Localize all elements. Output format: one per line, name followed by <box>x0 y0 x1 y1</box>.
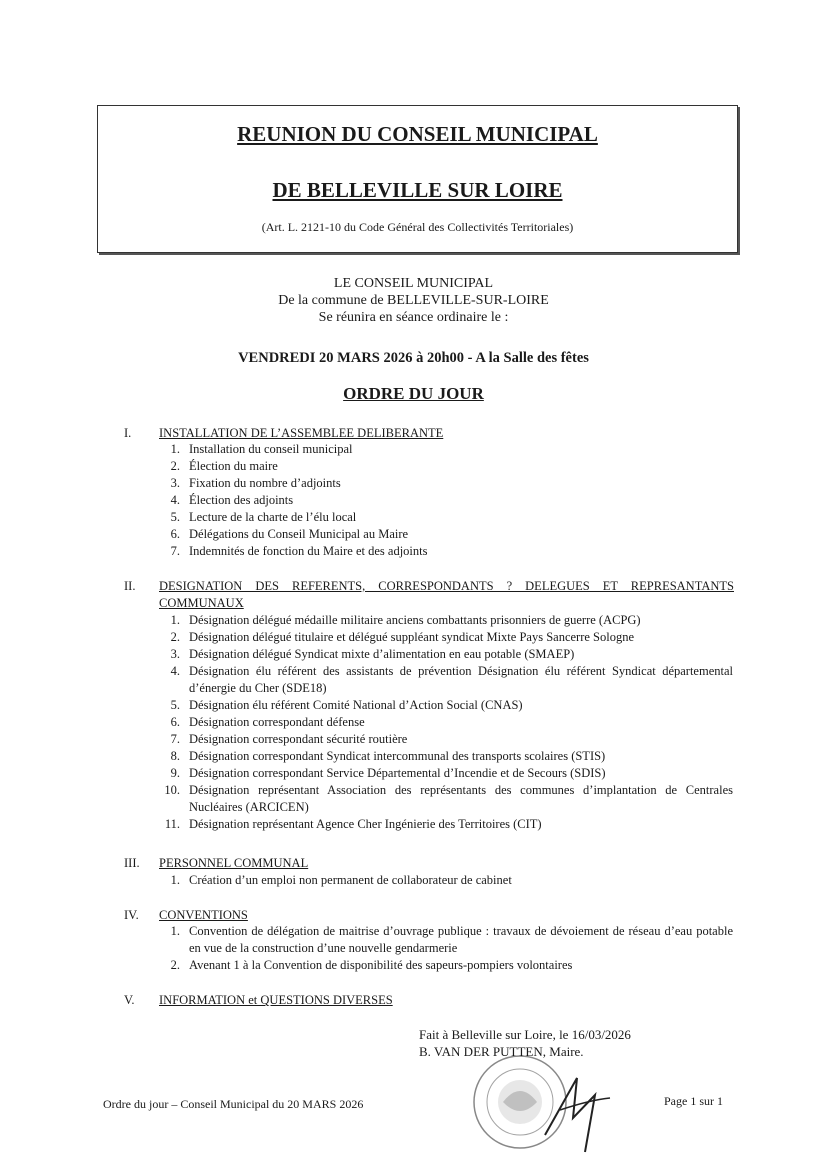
list-item <box>0 816 827 833</box>
list-item <box>0 646 827 663</box>
list-item <box>0 957 827 974</box>
intro-block <box>0 275 827 326</box>
item-text: Création d’un emploi non permanent de collaborateur de cabinet <box>189 873 512 887</box>
list-item <box>0 509 827 526</box>
item-text: Avenant 1 à la Convention de disponibilité des sapeurs-pompiers volontaires <box>189 958 573 972</box>
item-number: 2. <box>170 958 180 972</box>
item-text: Désignation délégué titulaire et délégué suppléant syndicat Mixte Pays Sancerre Sologne <box>189 630 635 644</box>
item-number: 6. <box>170 527 180 541</box>
list-item <box>0 629 827 646</box>
list-item <box>0 458 827 475</box>
item-text: Convention de délégation de maitrise d’ouvrage publique : travaux de dévoiement de réseau d’eau potable en vue de la construction d’une nouvelle gendarmerie <box>189 924 733 955</box>
item-number: 7. <box>170 732 180 746</box>
intro-line3: Se réunira en séance ordinaire le : <box>318 310 509 325</box>
section-item-list <box>0 441 827 560</box>
item-text: Désignation représentant Association des représentants des communes d’implantation de Centrales Nucléaires (ARCICEN) <box>189 783 733 814</box>
list-item <box>0 748 827 765</box>
section-number: IV. <box>124 908 139 922</box>
item-number: 5. <box>170 510 180 524</box>
section-number: II. <box>124 579 136 593</box>
list-item <box>0 612 827 629</box>
section-item-list <box>0 923 827 974</box>
item-text: Désignation correspondant Service Départemental d’Incendie et de Secours (SDIS) <box>189 766 606 780</box>
item-number: 9. <box>170 766 180 780</box>
section-item-list <box>0 612 827 833</box>
legal-reference: (Art. L. 2121-10 du Code Général des Collectivités Territoriales) <box>261 220 574 234</box>
section-item-list <box>0 872 827 889</box>
item-number: 1. <box>170 873 180 887</box>
intro-line2: De la commune de BELLEVILLE-SUR-LOIRE <box>278 293 549 308</box>
section-title: DESIGNATION DES REFERENTS, CORRESPONDANTS ? DELEGUES ET REPRESANTANTS COMMUNAUX <box>159 579 734 610</box>
list-item <box>0 492 827 509</box>
section-number: III. <box>124 856 140 870</box>
list-item <box>0 765 827 782</box>
signatory-name: B. VAN DER PUTTEN, Maire. <box>419 1044 584 1059</box>
item-number: 6. <box>170 715 180 729</box>
list-item <box>0 441 827 458</box>
item-number: 5. <box>170 698 180 712</box>
list-item <box>0 543 827 560</box>
item-number: 1. <box>170 442 180 456</box>
list-item <box>0 872 827 889</box>
item-text: Désignation correspondant défense <box>189 715 365 729</box>
item-number: 7. <box>170 544 180 558</box>
list-item <box>0 526 827 543</box>
list-item <box>0 697 827 714</box>
section-number: V. <box>124 993 135 1007</box>
list-item <box>0 923 827 957</box>
item-text: Désignation délégué Syndicat mixte d’alimentation en eau potable (SMAEP) <box>189 647 575 661</box>
section-title: PERSONNEL COMMUNAL <box>159 856 309 870</box>
item-number: 10. <box>164 783 180 797</box>
section-number: I. <box>124 426 132 440</box>
item-number: 4. <box>170 664 180 678</box>
document-title-line1: REUNION DU CONSEIL MUNICIPAL <box>237 122 598 146</box>
footer-document-title: Ordre du jour – Conseil Municipal du 20 MARS 2026 <box>103 1097 364 1111</box>
item-text: Élection des adjoints <box>189 493 294 507</box>
item-text: Désignation élu référent des assistants de prévention Désignation élu référent Syndicat départemental d’énergie du Cher (SDE18) <box>189 664 733 695</box>
item-number: 3. <box>170 647 180 661</box>
item-number: 8. <box>170 749 180 763</box>
item-text: Fixation du nombre d’adjoints <box>189 476 341 490</box>
list-item <box>0 782 827 816</box>
item-text: Délégations du Conseil Municipal au Maire <box>189 527 409 541</box>
section-title: INFORMATION et QUESTIONS DIVERSES <box>159 993 393 1007</box>
meeting-date-line: VENDREDI 20 MARS 2026 à 20h00 - A la Salle des fêtes <box>238 350 589 366</box>
list-item <box>0 714 827 731</box>
section-title: CONVENTIONS <box>159 908 248 922</box>
list-item <box>0 663 827 697</box>
item-number: 2. <box>170 459 180 473</box>
signature-block <box>419 1026 631 1060</box>
section-title: INSTALLATION DE L’ASSEMBLEE DELIBERANTE <box>159 426 444 440</box>
item-number: 11. <box>164 817 180 831</box>
intro-line1: LE CONSEIL MUNICIPAL <box>333 276 494 291</box>
item-text: Désignation représentant Agence Cher Ingénierie des Territoires (CIT) <box>189 817 542 831</box>
item-text: Indemnités de fonction du Maire et des adjoints <box>189 544 428 558</box>
item-number: 4. <box>170 493 180 507</box>
list-item <box>0 475 827 492</box>
item-number: 2. <box>170 630 180 644</box>
agenda-title: ORDRE DU JOUR <box>343 384 484 403</box>
signature-place-date: Fait à Belleville sur Loire, le 16/03/2026 <box>419 1027 631 1042</box>
item-number: 3. <box>170 476 180 490</box>
item-number: 1. <box>170 613 180 627</box>
item-number: 1. <box>170 924 180 938</box>
document-title-line2: DE BELLEVILLE SUR LOIRE <box>272 178 563 202</box>
footer-page-number: Page 1 sur 1 <box>664 1094 723 1108</box>
item-text: Désignation correspondant Syndicat intercommunal des transports scolaires (STIS) <box>189 749 606 763</box>
item-text: Élection du maire <box>189 459 278 473</box>
item-text: Installation du conseil municipal <box>189 442 353 456</box>
item-text: Désignation correspondant sécurité routière <box>189 732 408 746</box>
title-box <box>97 105 738 253</box>
list-item <box>0 731 827 748</box>
item-text: Désignation élu référent Comité National d’Action Social (CNAS) <box>189 698 523 712</box>
item-text: Désignation délégué médaille militaire anciens combattants prisonniers de guerre (ACPG) <box>189 613 641 627</box>
item-text: Lecture de la charte de l’élu local <box>189 510 357 524</box>
